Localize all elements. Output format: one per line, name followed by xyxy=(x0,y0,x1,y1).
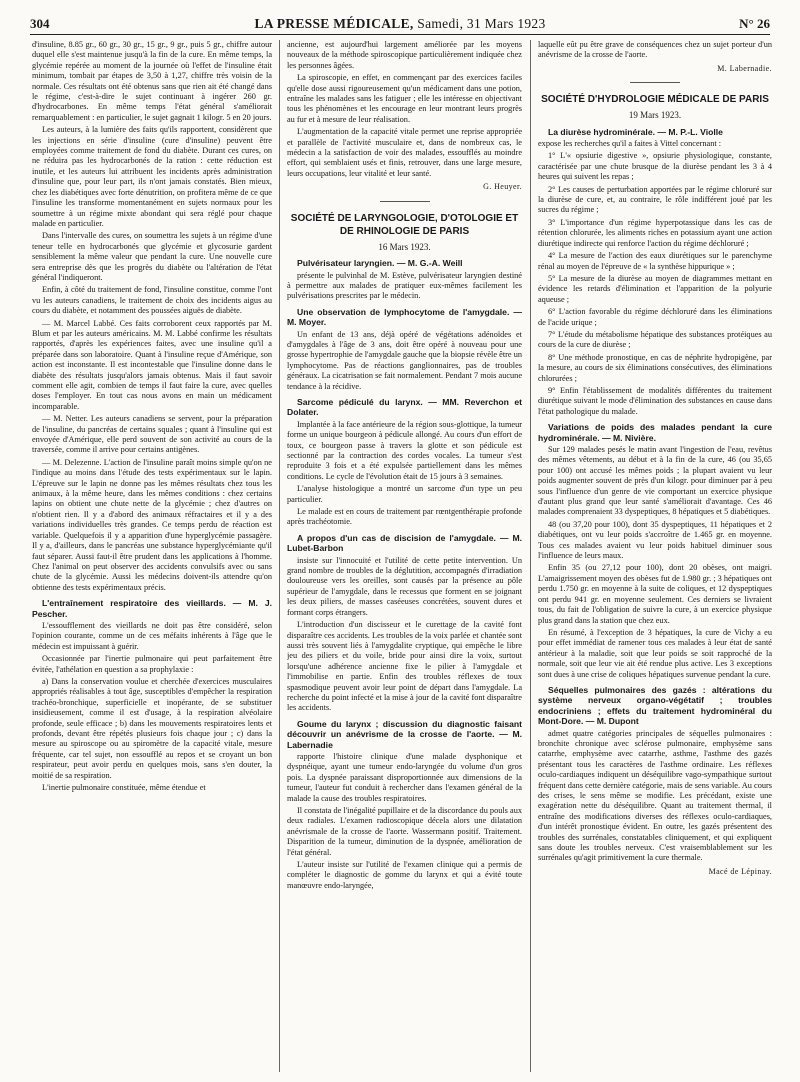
paragraph: Enfin, à côté du traitement de fond, l'insuline constitue, comme l'ont vu les auteurs canadiens, le traitement de choix des incidents aigus au cours du diabète, et notamment des poussées aiguës de diabète. xyxy=(32,285,272,316)
column-left xyxy=(32,40,272,1072)
paragraph: rapporte l'histoire clinique d'une malade dysphonique et dyspnéique, ayant une tumeur endo-laryngée du volume d'un gros pois. La dyspnée paraissant disproportionnée aux dimensions de la tumeur, l'auteur fut conduit à rechercher dans l'examen général de la malade la cause des troubles respiratoires. xyxy=(287,751,522,803)
paragraph: laquelle eût pu être grave de conséquences chez un sujet porteur d'un anévrisme de la crosse de l'aorte. xyxy=(538,40,772,60)
paragraph: L'inertie pulmonaire constituée, même étendue et xyxy=(42,783,206,793)
article-heading: L'entraînement respiratoire des vieillards. — M. J. Pescher. xyxy=(32,598,272,619)
paragraph: L'essoufflement des vieillards ne doit pas être considéré, selon l'opinion courante, comme un de ces méfaits inhérents à l'âge que le médecin est impuissant à guérir. xyxy=(32,620,272,651)
paragraph: ancienne, est aujourd'hui largement améliorée par les moyens nouveaux de la méthode spiroscopique particulièrement indiquée chez les personnes âgées. xyxy=(287,40,522,70)
article-heading: Goume du larynx ; discussion du diagnostic faisant découvrir un anévrisme de la crosse de l'aorte. — M. Labernadie xyxy=(287,718,522,750)
list-item: 5° La mesure de la diurèse au moyen de diagrammes mettant en évidence les retards d'élimination et l'apparition de la polyurie aqueuse ; xyxy=(538,273,772,304)
article-heading: Pulvérisateur laryngien. — M. G.-A. Weill xyxy=(297,258,463,269)
paragraph: Implantée à la face antérieure de la région sous-glottique, la tumeur forme un unique bourgeon à pédicule allongé. Au cours d'un effort de toux, ce bourgeon passe à travers la glotte et son pédicule est sectionné par la contraction des cordes vocales. La tumeur s'est reproduite 3 fois et a été expulsée partiellement dans les mêmes conditions. Le cycle de l'évolution était de 15 jours à 3 semaines. xyxy=(287,419,522,481)
issue-number: N° 26 xyxy=(739,16,770,31)
session-date: 16 Mars 1923. xyxy=(378,241,431,252)
issue-date: Samedi, 31 Mars 1923 xyxy=(417,16,546,31)
paragraph: Enfin 35 (ou 27,12 pour 100), dont 20 obèses, ont maigri. L'amaigrissement moyen des obèses fut de 1.980 gr. ; 3 hépatiques ont perdu 1.750 gr. en moyenne à la suite de coliques, et 12 dyspeptiques ont perdu 941 gr. en moyenne seulement. Ces derniers se livraient tous, du fait de l'obligation de suivre la cure, à un exercice physique plus grand dans la station que chez eux. xyxy=(538,563,772,625)
section-rule xyxy=(630,82,680,83)
list-item: 4° La mesure de l'action des eaux diurétiques sur le parenchyme rénal au moyen de l'épreuve de « la synthèse hippurique » ; xyxy=(538,251,772,271)
paragraph: Le malade est en cours de traitement par rœntgenthérapie profonde après trachéotomie. xyxy=(287,507,522,527)
list-item: 1° L'« opsiurie digestive », opsiurie physiologique, constante, caractérisée par une chute brusque de la diurèse pendant les 3 à 4 heures qui suivent les repas ; xyxy=(538,151,772,182)
paragraph: Les auteurs, à la lumière des faits qu'ils rapportent, considèrent que les injections en série d'insuline (cure d'insuline) peuvent être employées comme traitement de fond du diabète. Durant ces cures, on ne réduira pas les hydrocarbonés de la ration : cette réduction est inutile, et les auteurs lui attribuent les incidents après administration d'insuline que, pour leur part, ils n'ont jamais constatés. Bien mieux, chez les diabétiques avec forte dénutrition, on profitera même de ce que l'insuline les transforme momentanément en sujets normaux pour les soumettre à un régime mixte abondant qui sera réglé pour chaque malade en particulier. xyxy=(32,125,272,228)
paragraph: Il constata de l'inégalité pupillaire et de la discordance du pouls aux deux radiales. L'examen radioscopique décela alors une dilatation anévrismale de la crosse de l'aorte. Wassermann positif. Traitement. Disparition de la tumeur, diminution de la dyspnée, amélioration de l'état général. xyxy=(287,806,522,857)
article-heading: Sarcome pédiculé du larynx. — MM. Reverchon et Dolater. xyxy=(287,396,522,418)
list-item: 2° Les causes de perturbation apportées par le régime chloruré sur la diurèse de cure, et, au contraire, le rôle indifférent joué par les sucres du régime ; xyxy=(538,184,772,215)
list-item: 3° L'importance d'un régime hyperpotassique dans les cas de rétention chlorurée, les aliments riches en potassium ayant une action diurétique indirecte qui renforce l'action du régime déchloruré ; xyxy=(538,217,772,248)
running-title xyxy=(30,16,770,32)
list-item: 6° L'action favorable du régime déchloruré dans les éliminations de l'acide urique ; xyxy=(538,307,772,327)
paragraph: L'auteur insiste sur l'utilité de l'examen clinique qui a permis de compléter le diagnostic de gomme du larynx et qui a évité toute manœuvre endo-laryngée, xyxy=(287,860,522,890)
paragraph: 48 (ou 37,20 pour 100), dont 35 dyspeptiques, 11 hépatiques et 2 diabétiques, ont vu leur poids s'accroître de 1.465 gr. en moyenne. Tous ces malades avaient vu leur poids habituel diminuer sous l'influence de leurs maux. xyxy=(538,519,772,561)
paragraph: Occasionnée par l'inertie pulmonaire qui peut parfaitement être évitée, l'athélation en question a sa prophylaxie : xyxy=(32,654,272,674)
column-divider xyxy=(530,40,531,1072)
paragraph: Dans l'intervalle des cures, on soumettra les sujets à un régime d'une teneur telle en hydrocarbonés que glycémie et glycosurie gardent sensiblement la même valeur que pendant la cure. Une nouvelle cure sera entreprise dès que les progrès du diabète ou l'altération de l'état général l'indiqueront. xyxy=(32,231,272,282)
header-rule xyxy=(30,34,770,35)
paragraph: La spiroscopie, en effet, en commençant par des exercices faciles qu'elle dose aussi rigoureusement qu'un médicament dans une potion, entraîne les malades sans les fatiguer ; elle les intéresse en objectivant tous les phénomènes et les encourage en leur montrant leurs progrès au fur et à mesure de leur réalisation. xyxy=(287,73,522,124)
paragraph: En résumé, à l'exception de 3 hépatiques, la cure de Vichy a eu pour effet immédiat de ramener tous ces malades à leur état de santé antérieur à la maladie, soit que leur poids se soit rapproché de la normale, soit que leur vie ait été rendue plus active. Les 3 exceptions sont dues à une crise de coliques hépatiques survenue pendant la cure. xyxy=(538,627,772,679)
society-title: SOCIÉTÉ DE LARYNGOLOGIE, D'OTOLOGIE ET DE RHINOLOGIE DE PARIS xyxy=(290,212,519,237)
paragraph: insiste sur l'innocuité et l'utilité de cette petite intervention. Un grand nombre de troubles de la déglutition, accompagnés d'irradiation douloureuse vers les oreilles, sont causés par la présence au pôle supérieur de l'amygdale, dans le recessus que forment en se joignant les deux piliers, de masses caséeuses concrétées, souvent dures et formant corps étrangers. xyxy=(287,555,522,617)
paragraph: L'augmentation de la capacité vitale permet une reprise appropriée et parallèle de l'activité musculaire et, dans de nombreux cas, le médecin a la satisfaction de voir des malades, essoufflés au moindre effort, qui semblaient usés et finis, retrouver, dans une large mesure, leurs occupations, leur vitalité et leur santé. xyxy=(287,127,522,178)
paragraph: L'introduction d'un discisseur et le curettage de la cavité font disparaître ces accidents. Les troubles de la voix parlée et chantée sont aussi très souvent liés à l'amygdalite cryptique, qui empêche le libre jeu des piliers et du voile, bride pour ainsi dire la voix, surtout lorsqu'une adhérence ancienne fixe le pilier à l'amygdale et l'immobilise en partie. Enfin des troubles réflexes de toux spasmodique peuvent avoir leur point de départ dans l'amygdale. La recherche du point infecté et la mise à jour de la cavité font disparaître les accidents. xyxy=(287,620,522,713)
column-divider xyxy=(279,40,280,1072)
article-heading: A propos d'un cas de discision de l'amygdale. — M. Lubet-Barbon xyxy=(287,532,522,554)
column-middle xyxy=(287,40,522,1072)
paragraph: a) Dans la conservation voulue et cherchée d'exercices musculaires appropriés réalisables à tout âge, susceptibles d'empêcher la respiration trachéo-bronchique, superficielle et inopérante, de se substituer insidieusement, comme il est d'usage, à la respiration alvéolaire profonde, seule efficace ; b) dans les mouvements respiratoires lents et profonds, devant être répétés plusieurs fois chaque jour ; c) dans la mesure au spiroscope ou au spiromètre de la capacité vitale, mesure fréquente, car tel sujet, non essoufflé au repos et se croyant un bon respirateur, peut avoir perdu en quelques mois, sans s'en douter, la moitié de sa respiration. xyxy=(32,676,272,780)
article-heading: Une observation de lymphocytome de l'amygdale. — M. Moyer. xyxy=(287,306,522,328)
paragraph: — M. Delezenne. L'action de l'insuline paraît moins simple qu'on ne l'indique au moins dans l'étude des tests expérimentaux sur le lapin. L'épreuve sur le lapin ne donne pas les mêmes résultats chez tous les animaux, à la même heure, dans les mêmes conditions : chez certains lapins on obtient une chute nette de la glycémie ; chez d'autres on n'obtient rien. Il y a d'abord des animaux réfractaires et il y a des variations individuelles très grandes. Ce temps perdu de réaction est variable. Quelquefois il y a apparition d'une hyperglycémie passagère. Il y a, d'ailleurs, dans le pancréas une substance hyperglycémiante qu'il faut séparer. Aussi faut-il être prudent dans les applications à l'homme. Chez l'animal on peut observer des accidents convulsifs avec ou sans chute de la glycémie. Aussi les médecins doivent-ils attendre qu'on obtienne des tests expérimentaux précis. xyxy=(32,457,272,592)
paragraph: L'analyse histologique a montré un sarcome d'un type un peu particulier. xyxy=(287,484,522,504)
journal-name: LA PRESSE MÉDICALE, xyxy=(254,16,414,31)
signature: M. Labernadie. xyxy=(717,63,772,73)
page-number: 304 xyxy=(30,16,50,31)
signature: Macé de Lépinay. xyxy=(708,866,772,876)
paragraph: — M. Marcel Labbé. Ces faits corroborent ceux rapportés par M. Blum et par les auteurs américains. M. M. Labbé confirme les résultats rapportés, d'après les expériences faites, avec une insuline qu'il a préparée dans son laboratoire. Quant à l'insuline reçue d'Amérique, son action est inconstante. Il est incontestable que l'insuline donne dans le diabète des résultats jusqu'alors jamais obtenus. Mais il faut savoir comment elle agit, combien de temps il faut faire la cure, avec quelles doses l'employer. En tout cas nous avons en main un médicament incomparable. xyxy=(32,318,272,411)
session-date: 19 Mars 1923. xyxy=(628,110,682,121)
article-heading: Séquelles pulmonaires des gazés : altérations du système nerveux organo-végétatif ; troubles endocriniens ; effets du traitement hydrominéral du Mont-Dore. — M. Dupont xyxy=(538,684,772,727)
section-rule xyxy=(380,201,430,202)
paragraph: Sur 129 malades pesés le matin avant l'ingestion de l'eau, revêtus des mêmes vêtements, au début et à la fin de la cure, 46 (ou 35,65 pour 100) ont accusé les mêmes poids ; la plupart avaient vu leur poids augmenter souvent de près d'un kilogr. pour diminuer par à peu sous l'influence d'un genre de vie comportant un exercice physique d'autant plus grand que leur santé s'améliorait d'avantage. Ces 46 malades comprenaient 33 dyspeptiques, 8 hépatiques et 5 diabétiques. xyxy=(538,445,772,517)
paragraph: d'insuline, 8.85 gr., 60 gr., 30 gr., 15 gr., 9 gr., puis 5 gr., chiffre autour duquel elle s'est maintenue jusqu'à la fin de la cure. En même temps, la glycémie repérée au moment de la journée où l'effet de l'insuline était minimum, tombait par étapes de 3,50 à 1,27, chiffre très voisin de la normale. Ces résultats ont été obtenus sans que rien ait été changé dans le régime, c'est-à-dire le sujet continuant à ingérer 260 gr. d'hydrocarbones. En même temps l'état général s'améliorait remarquablement : en particulier, le sujet gagnait 1 kilogr. 5 en 20 jours. xyxy=(32,40,272,122)
column-right xyxy=(538,40,772,1072)
paragraph: — M. Netter. Les auteurs canadiens se servent, pour la préparation de l'insuline, du pancréas de certains squales ; quant à l'insuline qui est envoyée d'Amérique, elle perd souvent de son activité au cours de la traversée, comme il arrive pour certains antigènes. xyxy=(32,414,272,455)
article-heading: La diurèse hydrominérale. — M. P.-L. Violle xyxy=(548,126,723,137)
paragraph: expose les recherches qu'il a faites à Vittel concernant : xyxy=(538,139,722,149)
list-item: 8° Une méthode pronostique, en cas de néphrite hydropigène, par la mesure, au cours de six éliminations consécutives, des éliminations chlorurées ; xyxy=(538,352,772,383)
list-item: 9° Enfin l'établissement de modalités différentes du traitement diurétique suivant le mode d'élimination des substances en cause dans l'état pathologique du malade. xyxy=(538,385,772,416)
paragraph: Un enfant de 13 ans, déjà opéré de végétations adénoïdes et d'amygdales à l'âge de 3 ans, doit être opéré à nouveau pour une grosse hypertrophie de l'amygdale gauche que la biopsie révèle être un lymphocytome. Pas de réactions ganglionnaires, pas de troubles généraux. La cicatrisation se fait normalement. Pendant 7 mois aucune tendance à la récidive. xyxy=(287,329,522,391)
paragraph: admet quatre catégories principales de séquelles pulmonaires : bronchite chronique avec sclérose pulmonaire, emphysème sans catarrhe, emphysème avec catarrhe, asthme, l'asthme des gazés présentant tous les caractères de l'asthme ordinaire. Les réflexes oculo-cardiaques indiquent un déséquilibre vago-sympathique surtout fréquent dans cette dernière catégorie, mais de sens variable. Au cours des crises, le sens même se modifie. Les précédant, existe une exagération nette du déséquilibre. Quant au traitement thermal, il entraîne des modifications diverses des réflexes oculo-cardiaques, d'un intérêt pronostique évident. En outre, les gazés présentent des troubles des surrénales, constatables cliniquement, et qui expliquent sans doute les troubles nerveux. C'est vraisemblablement sur les surrénales qu'agit primitivement la cure thermale. xyxy=(538,728,772,863)
society-title: SOCIÉTÉ D'HYDROLOGIE MÉDICALE DE PARIS xyxy=(541,94,769,106)
list-item: 7° L'étude du métabolisme hépatique des substances protéiques au cours de la cure de diurèse ; xyxy=(538,329,772,350)
signature: G. Heuyer. xyxy=(483,182,522,192)
paragraph: présente le pulvinhal de M. Estève, pulvérisateur laryngien destiné à permettre aux malades de pratiquer eux-mêmes facilement les pulvérisations prescrites par le médecin. xyxy=(287,270,522,301)
article-heading: Variations de poids des malades pendant la cure hydrominérale. — M. Nivière. xyxy=(538,422,772,443)
